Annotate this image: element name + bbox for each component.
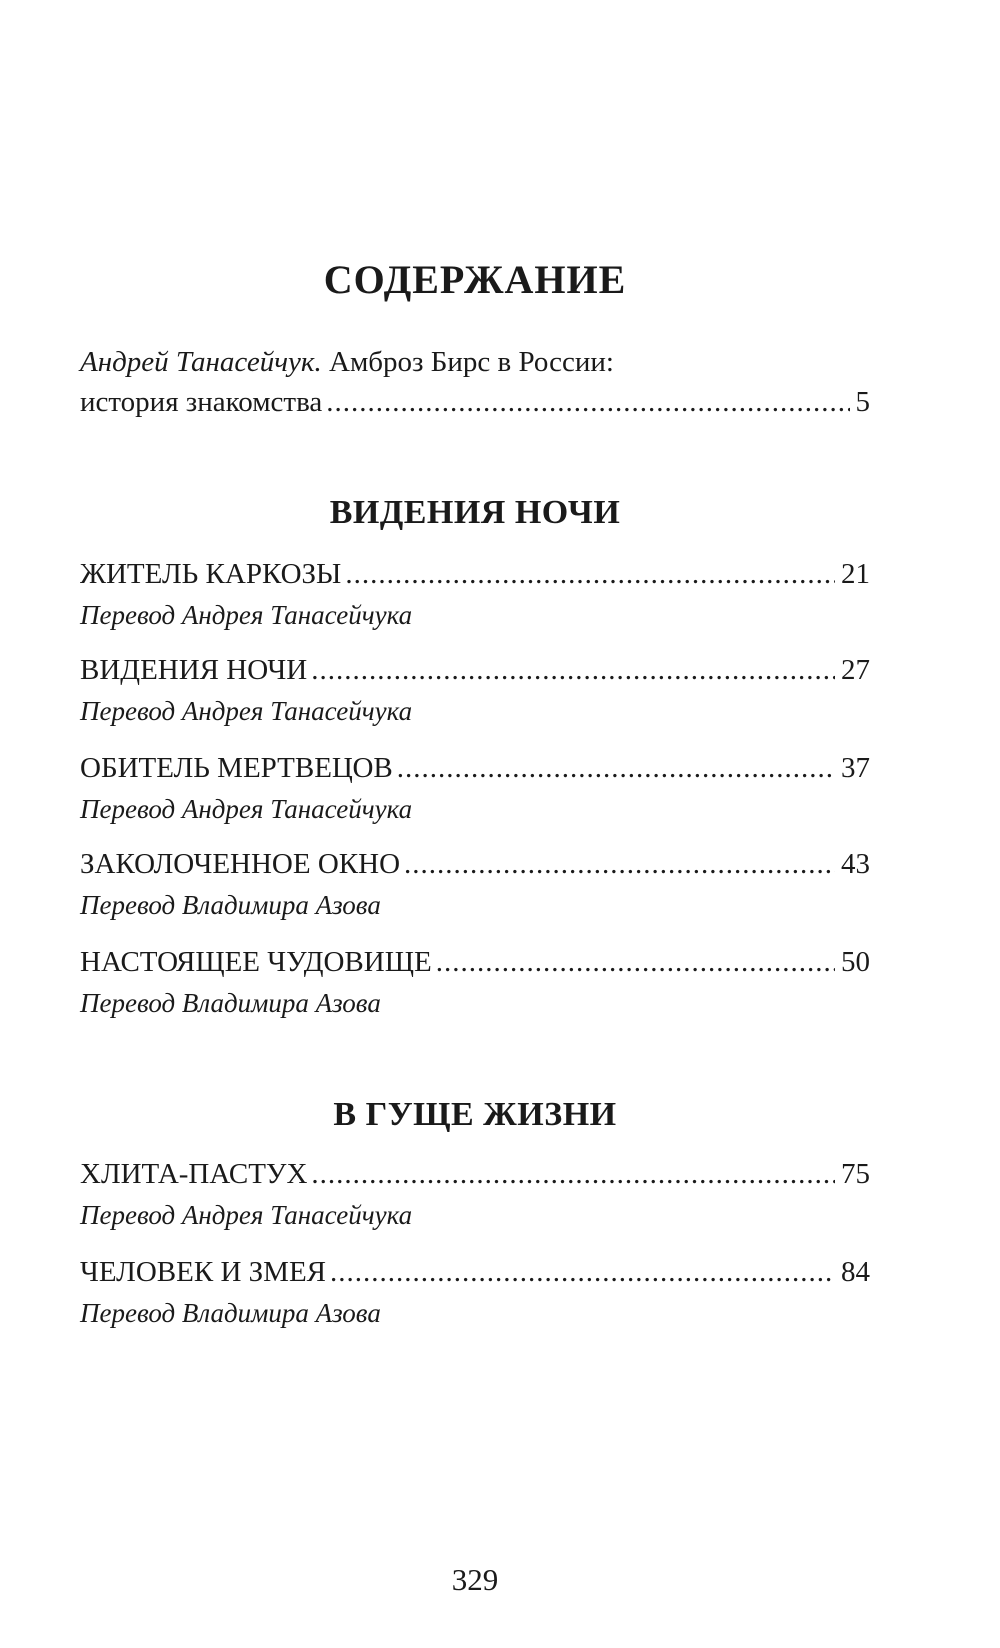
dot-leader (330, 1254, 835, 1290)
entry-title: ЧЕЛОВЕК И ЗМЕЯ (80, 1256, 327, 1288)
section-title-2: В ГУЩЕ ЖИЗНИ (333, 1096, 617, 1133)
entry-page-number: 75 (841, 1158, 870, 1190)
intro-author: Андрей Танасейчук. (80, 346, 322, 378)
entry-translator: Перевод Андрея Танасейчука (80, 1200, 413, 1230)
intro-title-part1: Амброз Бирс в России: (321, 346, 614, 378)
intro-line-2 (80, 384, 870, 420)
entry-translator: Перевод Владимира Азова (80, 1298, 381, 1328)
intro-title-part2: история знакомства (80, 386, 323, 418)
entry-page-number: 43 (841, 848, 870, 880)
entry-title: ЗАКОЛОЧЕННОЕ ОКНО (80, 848, 401, 880)
entry-page-number: 50 (841, 946, 870, 978)
entry-page-number: 21 (841, 558, 870, 590)
entry-title: ОБИТЕЛЬ МЕРТВЕЦОВ (80, 752, 393, 784)
dot-leader (397, 750, 835, 786)
toc-heading: СОДЕРЖАНИЕ (323, 257, 627, 302)
dot-leader (311, 1156, 835, 1192)
page-number-footer: 329 (451, 1562, 499, 1597)
toc-entry (80, 750, 870, 786)
toc-page (80, 0, 870, 1648)
entry-translator: Перевод Андрея Танасейчука (80, 696, 413, 726)
intro-line-1 (80, 344, 870, 380)
entry-title: ХЛИТА-ПАСТУХ (80, 1158, 308, 1190)
dot-leader (311, 652, 835, 688)
intro-page-number: 5 (855, 386, 870, 418)
entry-title: НАСТОЯЩЕЕ ЧУДОВИЩЕ (80, 946, 432, 978)
entry-translator: Перевод Владимира Азова (80, 890, 381, 920)
toc-entry (80, 1156, 870, 1192)
dot-leader (404, 846, 835, 882)
entry-translator: Перевод Владимира Азова (80, 988, 381, 1018)
entry-title: ВИДЕНИЯ НОЧИ (80, 654, 308, 686)
section-title-1: ВИДЕНИЯ НОЧИ (329, 494, 621, 531)
toc-entry (80, 652, 870, 688)
entry-translator: Перевод Андрея Танасейчука (80, 600, 413, 630)
toc-entry (80, 846, 870, 882)
dot-leader (436, 944, 835, 980)
entry-page-number: 27 (841, 654, 870, 686)
toc-entry (80, 556, 870, 592)
entry-title: ЖИТЕЛЬ КАРКОЗЫ (80, 558, 342, 590)
entry-translator: Перевод Андрея Танасейчука (80, 794, 413, 824)
entry-page-number: 37 (841, 752, 870, 784)
toc-entry (80, 1254, 870, 1290)
dot-leader (326, 384, 849, 420)
entry-page-number: 84 (841, 1256, 870, 1288)
dot-leader (345, 556, 835, 592)
toc-entry (80, 944, 870, 980)
